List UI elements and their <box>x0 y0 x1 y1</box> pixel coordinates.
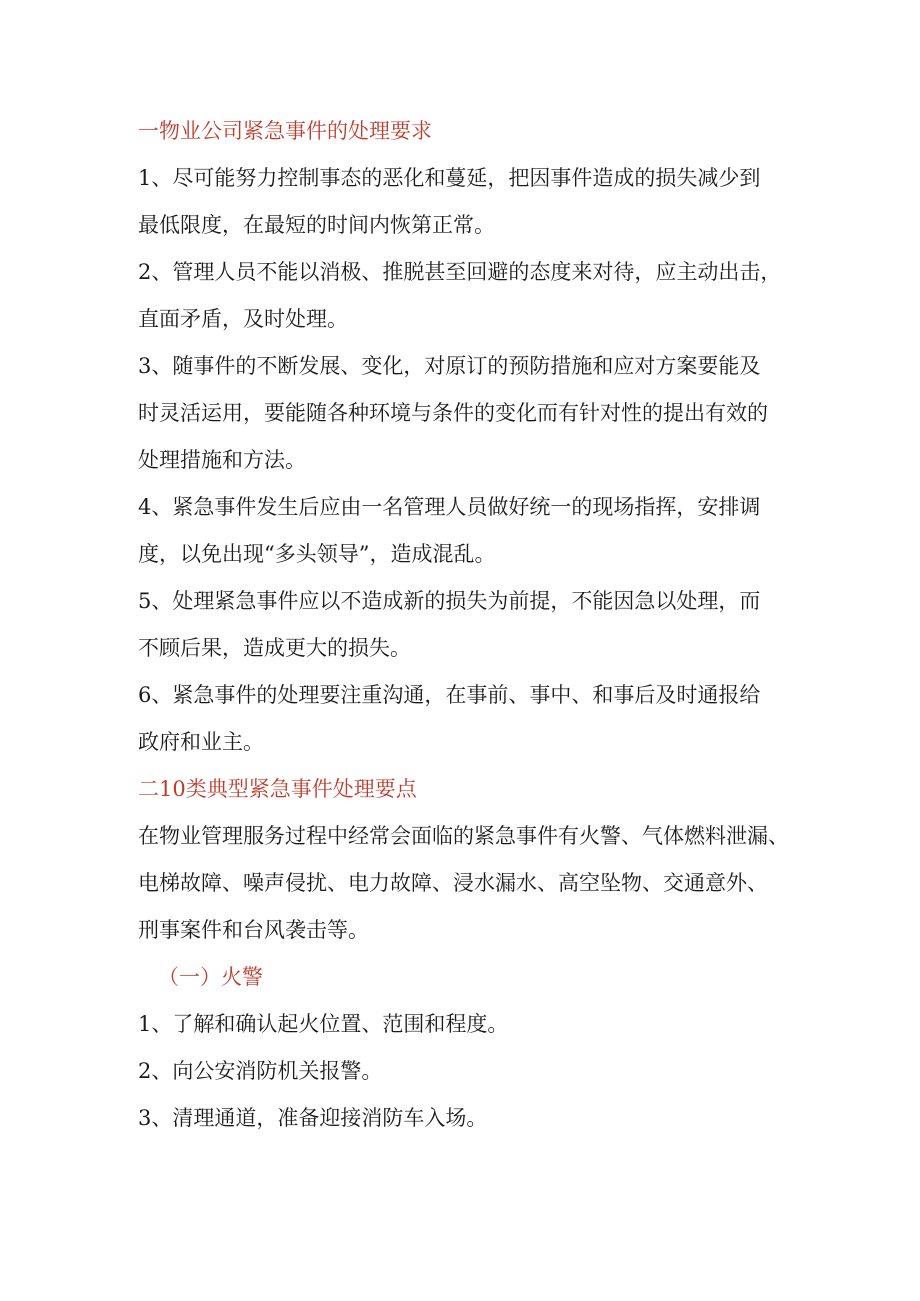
paragraph-line: 4、紧急事件发生后应由一名管理人员做好统一的现场指挥，安排调 <box>138 495 761 519</box>
paragraph-line: 2、向公安消防机关报警。 <box>138 1059 383 1083</box>
paragraph-line: 2、管理人员不能以消极、推脱甚至回避的态度来对待，应主动出击， <box>138 260 782 284</box>
paragraph-line: 最低限度，在最短的时间内恢第正常。 <box>138 213 495 237</box>
paragraph-line: 3、随事件的不断发展、变化，对原订的预防措施和应对方案要能及 <box>138 354 761 378</box>
paragraph-line: 电梯故障、噪声侵扰、电力故障、浸水漏水、高空坠物、交通意外、 <box>138 871 768 895</box>
paragraph-line: 1、了解和确认起火位置、范围和程度。 <box>138 1012 509 1036</box>
paragraph-line: 6、紧急事件的处理要注重沟通，在事前、事中、和事后及时通报给 <box>138 683 761 707</box>
paragraph-line: 时灵活运用，要能随各种环境与条件的变化而有针对性的提出有效的 <box>138 401 768 425</box>
paragraph-line: 在物业管理服务过程中经常会面临的紧急事件有火警、气体燃料泄漏、 <box>138 824 789 848</box>
section-heading: 二10类典型紧急事件处理要点 <box>138 777 417 801</box>
paragraph-line: 处理措施和方法。 <box>138 448 306 472</box>
paragraph-line: 政府和业主。 <box>138 730 264 754</box>
paragraph-line: 3、清理通道，准备迎接消防车入场。 <box>138 1106 488 1130</box>
paragraph-line: 1、尽可能努力控制事态的恶化和蔓延，把因事件造成的损失减少到 <box>138 166 761 190</box>
paragraph-line: 不顾后果，造成更大的损失。 <box>138 636 411 660</box>
document-body <box>138 108 798 1142</box>
subsection-heading: （一）火警 <box>158 965 263 989</box>
paragraph-line: 5、处理紧急事件应以不造成新的损失为前提，不能因急以处理，而 <box>138 589 761 613</box>
paragraph-line: 直面矛盾，及时处理。 <box>138 307 348 331</box>
paragraph-line: 度，以免出现“多头领导”，造成混乱。 <box>138 542 496 566</box>
section-heading: 一物业公司紧急事件的处理要求 <box>138 119 432 143</box>
paragraph-line: 刑事案件和台风袭击等。 <box>138 918 369 942</box>
